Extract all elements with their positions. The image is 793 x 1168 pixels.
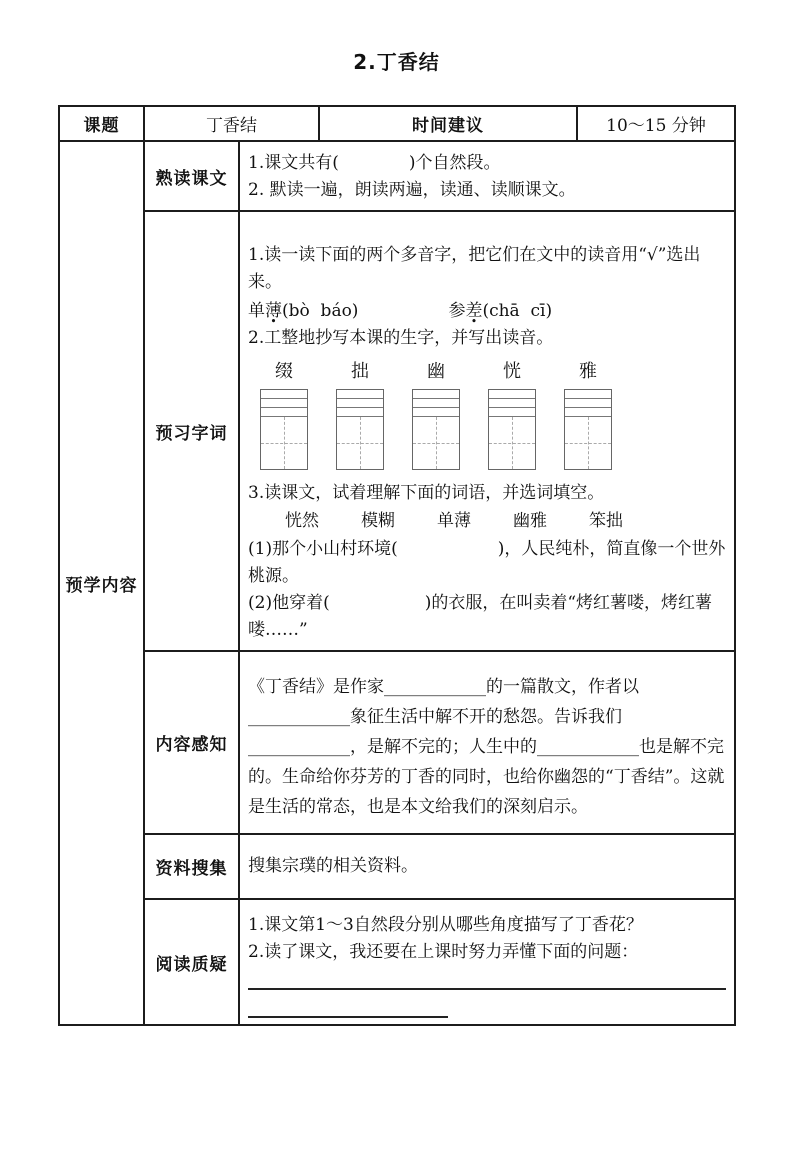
pinyin-row bbox=[337, 390, 383, 399]
hanzi-grid-column bbox=[564, 360, 612, 470]
hanzi-grid-column bbox=[488, 360, 536, 470]
grid-char: 缀 bbox=[275, 361, 293, 382]
fill-blank-1: (1)那个小山村环境( )，人民纯朴，简直像一个世外桃源。 bbox=[248, 539, 726, 586]
emphasized-char: 薄 bbox=[265, 301, 282, 321]
pinyin-row bbox=[489, 408, 535, 417]
grid-char: 雅 bbox=[579, 361, 597, 382]
section-label-read-aloud: 熟读课文 bbox=[144, 141, 239, 211]
answer-line bbox=[248, 1016, 448, 1018]
hanzi-grid-column bbox=[336, 360, 384, 470]
grid-char: 拙 bbox=[351, 361, 369, 382]
fill-blank-2: (2)他穿着( )的衣服，在叫卖着“烤红薯喽，烤红薯喽……” bbox=[248, 593, 713, 640]
hanzi-grid-row bbox=[260, 360, 726, 470]
emphasized-char: 差 bbox=[465, 301, 483, 321]
tianzige-square bbox=[261, 417, 307, 469]
pinyin-row bbox=[489, 390, 535, 399]
pinyin-tian-grid bbox=[564, 389, 612, 470]
read-item-1: 1.课文共有( )个自然段。 bbox=[248, 153, 501, 173]
pinyin-row bbox=[337, 399, 383, 408]
side-label-preview-content: 预学内容 bbox=[59, 141, 144, 1025]
comprehension-paragraph: 《丁香结》是作家____________的一篇散文，作者以____________象征生活中解不开的愁怨。告诉我们____________，是解不完的；人生中的____________也是解不完的。生命给你芬芳的丁香的同时，也给你幽怨的“丁香结”。这就是生活的常态，也是本文给我们的深刻启示。 bbox=[248, 677, 725, 817]
vocab-item-2: 2.工整地抄写本课的生字，并写出读音。 bbox=[248, 328, 554, 348]
polyphone-line: 单薄(bò báo) 参差(chā cī) bbox=[248, 298, 726, 325]
hanzi-grid-column bbox=[260, 360, 308, 470]
read-item-2: 2. 默读一遍，朗读两遍，读通、读顺课文。 bbox=[248, 180, 576, 200]
pinyin-tian-grid bbox=[412, 389, 460, 470]
section-content-read-aloud bbox=[239, 141, 735, 211]
section-label-preview-vocab: 预习字词 bbox=[144, 211, 239, 651]
pinyin-row bbox=[261, 399, 307, 408]
section-content-comprehension bbox=[239, 651, 735, 834]
answer-line bbox=[248, 988, 726, 990]
pinyin-row bbox=[261, 408, 307, 417]
pinyin-row bbox=[261, 390, 307, 399]
section-content-questions bbox=[239, 899, 735, 1025]
pinyin-row bbox=[565, 390, 611, 399]
word-bank-item: 恍然 bbox=[285, 511, 319, 531]
section-row-questions bbox=[59, 899, 735, 1025]
word-bank-item: 幽雅 bbox=[513, 511, 547, 531]
tianzige-square bbox=[413, 417, 459, 469]
worksheet-table bbox=[58, 105, 736, 1026]
section-label-materials: 资料搜集 bbox=[144, 834, 239, 899]
section-row-materials bbox=[59, 834, 735, 899]
word-bank-item: 单薄 bbox=[437, 511, 471, 531]
header-row bbox=[59, 106, 735, 141]
time-suggestion-value: 10～15 分钟 bbox=[577, 106, 735, 141]
section-content-preview-vocab bbox=[239, 211, 735, 651]
question-item-2: 2.读了课文，我还要在上课时努力弄懂下面的问题： bbox=[248, 942, 639, 962]
question-item-1: 1.课文第1～3自然段分别从哪些角度描写了丁香花？ bbox=[248, 915, 643, 935]
pinyin-row bbox=[565, 399, 611, 408]
subject-label: 课题 bbox=[59, 106, 144, 141]
section-row-read bbox=[59, 141, 735, 211]
pinyin-options-1: (bò báo) bbox=[282, 301, 359, 321]
grid-char: 幽 bbox=[427, 361, 445, 382]
pinyin-tian-grid bbox=[488, 389, 536, 470]
tianzige-square bbox=[565, 417, 611, 469]
pinyin-row bbox=[565, 408, 611, 417]
materials-text: 搜集宗璞的相关资料。 bbox=[248, 856, 418, 876]
section-label-comprehension: 内容感知 bbox=[144, 651, 239, 834]
vocab-item-1: 1.读一读下面的两个多音字，把它们在文中的读音用“√”选出来。 bbox=[248, 245, 701, 292]
time-suggestion-label: 时间建议 bbox=[319, 106, 577, 141]
pinyin-row bbox=[413, 399, 459, 408]
pinyin-row bbox=[413, 408, 459, 417]
section-content-materials bbox=[239, 834, 735, 899]
pinyin-row bbox=[337, 408, 383, 417]
pinyin-tian-grid bbox=[336, 389, 384, 470]
tianzige-square bbox=[489, 417, 535, 469]
pinyin-row bbox=[413, 390, 459, 399]
pinyin-options-2: (chā cī) bbox=[482, 301, 553, 321]
section-row-comprehension bbox=[59, 651, 735, 834]
page-title: 2.丁香结 bbox=[353, 50, 440, 74]
subject-value: 丁香结 bbox=[144, 106, 319, 141]
word-bank-item: 模糊 bbox=[361, 511, 395, 531]
pinyin-tian-grid bbox=[260, 389, 308, 470]
hanzi-grid-column bbox=[412, 360, 460, 470]
section-row-vocab bbox=[59, 211, 735, 651]
vocab-item-3: 3.读课文，试着理解下面的词语，并选词填空。 bbox=[248, 483, 605, 503]
section-label-questions: 阅读质疑 bbox=[144, 899, 239, 1025]
word-bank-item: 笨拙 bbox=[589, 511, 623, 531]
word-bank bbox=[248, 508, 726, 535]
pinyin-row bbox=[489, 399, 535, 408]
grid-char: 恍 bbox=[503, 361, 521, 382]
tianzige-square bbox=[337, 417, 383, 469]
